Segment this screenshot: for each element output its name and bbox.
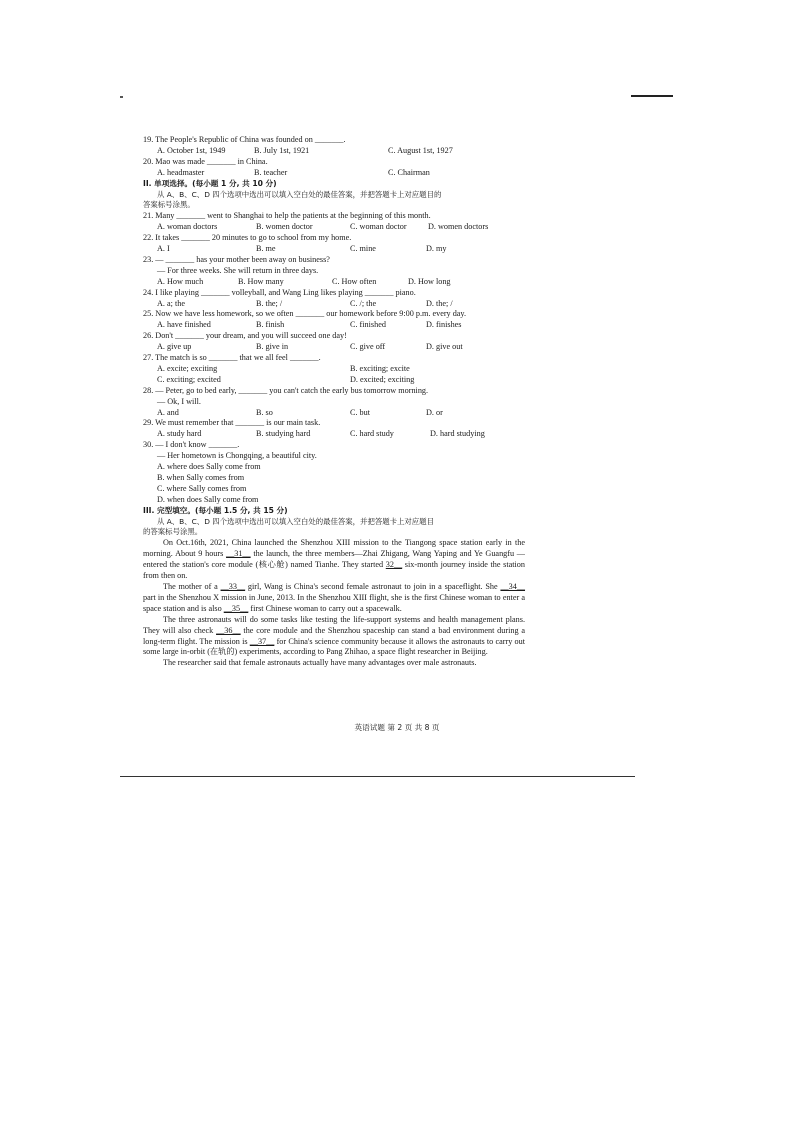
section-3-title: III. 完型填空。(每小题 1.5 分, 共 15 分) <box>143 505 288 515</box>
option-d: D. finishes <box>426 320 462 330</box>
question-23: 23. — _______ has your mother been away on business? <box>143 254 330 264</box>
question-30: 30. — I don't know _______. <box>143 440 240 450</box>
option-c: C. hard study <box>350 429 394 439</box>
option-c: C. woman doctor <box>350 222 407 232</box>
option-a: A. and <box>157 407 179 417</box>
option-b: B. teacher <box>254 167 288 177</box>
option-c: C. mine <box>350 244 376 254</box>
option-b: B. exciting; excite <box>350 363 410 373</box>
question-23-options <box>143 277 525 288</box>
question-22: 22. It takes _______ 20 minutes to go to school from my home. <box>143 233 352 243</box>
option-c: C. Chairman <box>388 167 430 177</box>
option-c: C. but <box>350 407 371 417</box>
question-27-options-row1 <box>143 364 525 375</box>
question-30-reply: — Her hometown is Chongqing, a beautiful city. <box>157 451 317 461</box>
option-c: C. How often <box>332 276 377 286</box>
exam-content <box>143 135 525 669</box>
section-2-title: II. 单项选择。(每小题 1 分, 共 10 分) <box>143 178 277 188</box>
section-3-instruction-cont: 的答案标号涂黑。 <box>143 527 203 537</box>
option-b: B. me <box>256 244 276 254</box>
option-d: D. give out <box>426 342 463 352</box>
question-29: 29. We must remember that _______ is our main task. <box>143 418 321 428</box>
passage-paragraph-3: The three astronauts will do some tasks like testing the life-support systems and health management plans. They will also check __36__ the core module and the Shenzhou spaceship can stand a bad environment during a long-term flight. The mission is __37__ for China's science community because it allows the astronauts to carry out some large in-orbit (在轨的) experiments, according to Pang Zhihao, a space flight researcher in Beijing. <box>143 614 526 657</box>
option-a: A. I <box>157 244 170 254</box>
blank-31: __31__ <box>226 549 251 559</box>
option-a: A. How much <box>157 276 204 286</box>
option-a: A. woman doctors <box>157 222 218 232</box>
option-b: B. How many <box>238 276 284 286</box>
option-c: C. August 1st, 1927 <box>388 145 453 155</box>
scan-mark <box>120 96 123 98</box>
passage-paragraph-2: The mother of a __33__ girl, Wang is China's second female astronaut to join in a spaceflight. She __34__ part in the Shenzhou X mission in June, 2013. In the Shenzhou XIII flight, she is the first Chinese woman to enter a space station and is also __35__ first Chinese woman to carry out a spacewalk. <box>143 581 526 613</box>
question-25: 25. Now we have less homework, so we often _______ our homework before 9:00 p.m. every day. <box>143 309 467 319</box>
question-22-options <box>143 244 525 255</box>
option-c: C. finished <box>350 320 386 330</box>
option-d: D. the; / <box>426 298 453 308</box>
question-25-options <box>143 320 525 331</box>
question-20-options <box>143 168 525 179</box>
question-24: 24. I like playing _______ volleyball, and Wang Ling likes playing _______ piano. <box>143 287 416 297</box>
passage-paragraph-4: The researcher said that female astronauts actually have many advantages over male astronauts. <box>163 658 477 668</box>
option-c: C. /; the <box>350 298 377 308</box>
question-28: 28. — Peter, go to bed early, _______ you can't catch the early bus tomorrow morning. <box>143 385 429 395</box>
option-b: B. studying hard <box>256 429 311 439</box>
question-26: 26. Don't _______ your dream, and you will succeed one day! <box>143 331 347 341</box>
option-d: D. hard studying <box>430 429 485 439</box>
page-footer: 英语试题 第 2 页 共 8 页 <box>354 723 440 732</box>
option-b: B. the; / <box>256 298 283 308</box>
blank-33: __33__ <box>220 581 246 591</box>
option-c: C. exciting; excited <box>157 374 221 384</box>
blank-32: 32__ <box>385 560 403 570</box>
option-a: A. study hard <box>157 429 202 439</box>
option-a: A. give up <box>157 342 192 352</box>
blank-34: __34__ <box>500 581 526 591</box>
question-20: 20. Mao was made _______ in China. <box>143 156 268 166</box>
option-d: D. excited; exciting <box>350 374 415 384</box>
question-21: 21. Many _______ went to Shanghai to help the patients at the beginning of this month. <box>143 211 431 221</box>
option-a: A. a; the <box>157 298 185 308</box>
blank-37: __37__ <box>249 636 275 646</box>
question-28-reply: — Ok, I will. <box>157 396 201 406</box>
option-b: B. so <box>256 407 273 417</box>
question-24-options <box>143 299 525 310</box>
option-b: B. give in <box>256 342 289 352</box>
option-d: D. or <box>426 407 443 417</box>
option-d: D. when does Sally come from <box>157 494 259 504</box>
option-d: D. my <box>426 244 447 254</box>
section-2-instruction-cont: 答案标号涂黑。 <box>143 200 195 210</box>
question-23-reply: — For three weeks. She will return in three days. <box>157 265 319 275</box>
question-27-options-row2 <box>143 375 525 386</box>
option-d: D. How long <box>408 276 451 286</box>
question-19-options <box>143 146 525 157</box>
question-28-options <box>143 408 525 419</box>
option-a: A. excite; exciting <box>157 363 218 373</box>
bottom-rule <box>120 776 635 777</box>
option-a: A. headmaster <box>157 167 205 177</box>
section-3-instruction: 从 A、B、C、D 四个选项中选出可以填入空白处的最佳答案，并把答题卡上对应题目 <box>157 516 434 526</box>
option-b: B. July 1st, 1921 <box>254 145 310 155</box>
question-19: 19. The People's Republic of China was founded on _______. <box>143 135 346 144</box>
option-a: A. have finished <box>157 320 211 330</box>
option-a: A. where does Sally come from <box>157 462 261 471</box>
top-rule <box>631 95 673 97</box>
question-27: 27. The match is so _______ that we all feel _______. <box>143 353 321 362</box>
blank-35: __35__ <box>223 603 249 613</box>
option-c: C. give off <box>350 342 386 352</box>
option-c: C. where Sally comes from <box>157 483 247 493</box>
option-d: D. women doctors <box>428 222 489 232</box>
question-29-options <box>143 429 525 440</box>
option-b: B. women doctor <box>256 222 313 232</box>
section-2-instruction: 从 A、B、C、D 四个选项中选出可以填入空白处的最佳答案，并把答题卡上对应题目的 <box>157 189 442 199</box>
option-b: B. finish <box>256 320 285 330</box>
blank-36: __36__ <box>216 625 241 635</box>
option-a: A. October 1st, 1949 <box>157 145 226 155</box>
question-21-options <box>143 222 525 233</box>
passage-paragraph-1: On Oct.16th, 2021, China launched the Shenzhou XIII mission to the Tiangong space station early in the morning. About 9 hours __31__ the launch, the three members—Zhai Zhigang, Wang Yaping and Ye Guangfu — entered the station's core module (核心舱) named Tianhe. They started 32__ six-month journey inside the station from then on. <box>143 538 525 581</box>
option-b: B. when Sally comes from <box>157 472 245 482</box>
question-26-options <box>143 342 525 353</box>
